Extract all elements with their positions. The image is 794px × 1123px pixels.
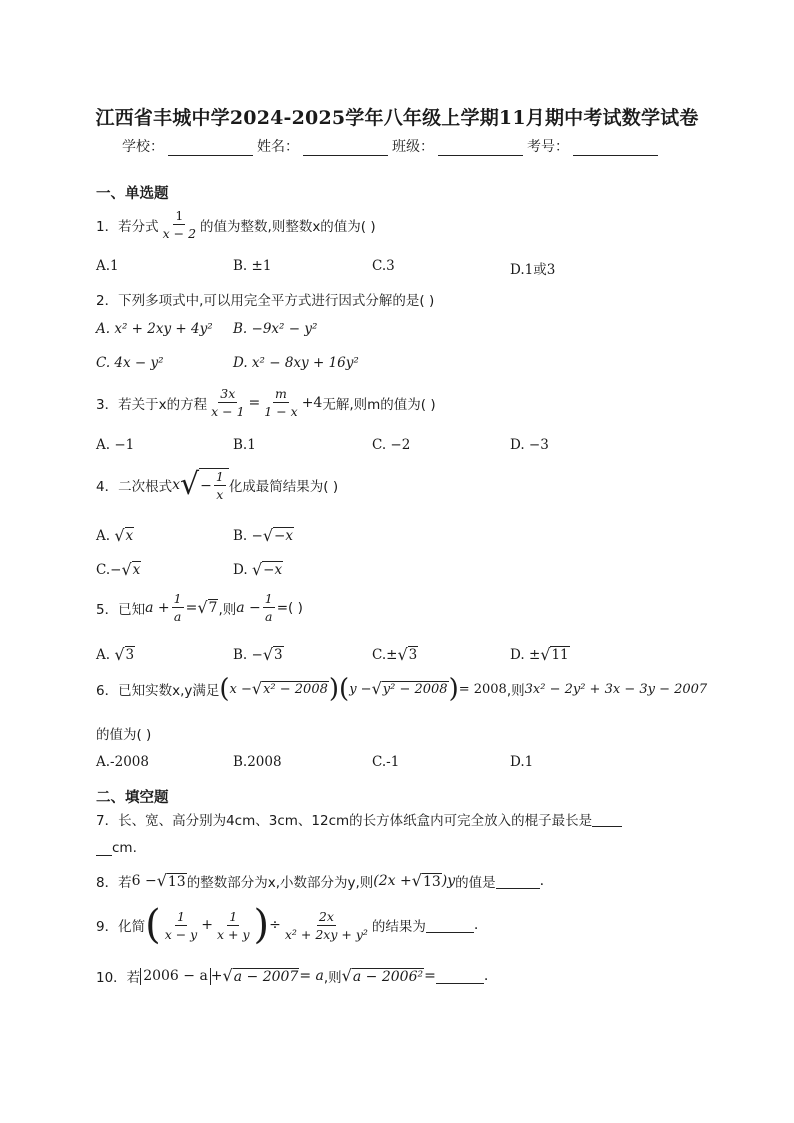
- q7-answer-blank[interactable]: [592, 812, 622, 827]
- student-info-row: [122, 136, 662, 156]
- question-7-line2: [96, 840, 137, 856]
- q9-f2-num: 1: [229, 908, 238, 924]
- q4-fraction: [214, 469, 226, 502]
- q10-sqrt-2: [342, 968, 424, 985]
- q1-text-post: 的值为整数,则整数x的值为( ): [200, 218, 376, 235]
- q3-equals: =: [248, 394, 261, 411]
- q4-option-b[interactable]: [233, 527, 294, 544]
- q3-fraction-1: [209, 386, 246, 419]
- q5-c-label: C.: [372, 646, 387, 663]
- q5-sqrt-arg: 7: [208, 600, 218, 616]
- q4-b-sign: −: [251, 527, 263, 544]
- q10-text-pre: 10．若: [96, 970, 141, 986]
- q3-text-post: 无解,则m的值为( ): [322, 396, 436, 413]
- q6-paren-open-1: (: [219, 674, 230, 704]
- q6-paren-close-1: ): [328, 674, 340, 704]
- q5-fraction-2: [263, 591, 275, 624]
- q4-sqrt: [180, 468, 229, 502]
- q10-equals-a: = a: [299, 968, 324, 984]
- q3-text-pre: 3．若关于x的方程: [96, 396, 208, 413]
- q1-option-a[interactable]: A.1: [96, 258, 119, 274]
- q6-sqrt-2: [372, 681, 449, 698]
- q5-a-minus: a −: [236, 599, 261, 616]
- q4-d-label: D.: [233, 561, 248, 578]
- q7-text-line1: 7．长、宽、高分别为4cm、3cm、12cm的长方体纸盒内可完全放入的棍子最长是: [96, 813, 593, 829]
- sqrt-icon: √: [540, 644, 551, 664]
- question-10: [96, 966, 488, 986]
- q10-equals: =: [424, 968, 436, 984]
- school-blank[interactable]: [168, 139, 253, 156]
- q5-b-sign: −: [251, 646, 263, 663]
- q5-d-arg: 11: [551, 647, 569, 663]
- q10-absolute-value: 2006 − a: [140, 968, 211, 985]
- q4-c-sqrt: [121, 561, 141, 578]
- q8-sqrt-2: [412, 873, 442, 890]
- q3-plus-four: +4: [301, 394, 323, 411]
- q5-a-arg: 3: [125, 647, 135, 663]
- q5-a-plus: a +: [145, 599, 170, 616]
- q10-period: .: [483, 968, 489, 984]
- q4-c-label: C.: [96, 561, 111, 578]
- q6-p1-x: x −: [229, 681, 252, 697]
- q4-d-arg: −x: [263, 562, 283, 578]
- q10-sqrt-1: [223, 968, 300, 985]
- q5-option-c[interactable]: [372, 646, 418, 663]
- q6-paren-close-2: ): [448, 674, 459, 704]
- sqrt-icon: √: [222, 966, 233, 985]
- question-4: [96, 468, 338, 502]
- q6-paren-open-2: (: [339, 674, 350, 704]
- q9-paren-close: ): [253, 902, 270, 948]
- q5-f1-den: a: [173, 609, 182, 624]
- q6-sqrt-1-arg: x² − 2008: [263, 681, 328, 697]
- q6-sqrt-2-arg: y² − 2008: [382, 681, 448, 697]
- question-7: [96, 809, 622, 829]
- question-3: [96, 386, 436, 419]
- q4-neg: −: [200, 477, 212, 494]
- exam-title: 江西省丰城中学2024-2025学年八年级上学期11月期中考试数学试卷: [95, 107, 699, 129]
- q5-sqrt: [197, 599, 218, 616]
- sqrt-icon: √: [251, 679, 263, 698]
- q9-f3-den: x² + 2xy + y²: [284, 926, 368, 942]
- q8-sqrt-1: [157, 873, 187, 890]
- q8-text-post: 的值是: [455, 875, 496, 891]
- q9-period: .: [473, 917, 479, 933]
- q2-option-c[interactable]: C. 4x − y²: [96, 355, 164, 371]
- sqrt-icon: √: [251, 559, 263, 579]
- q3-option-a[interactable]: A. −1: [96, 437, 135, 453]
- q5-d-label: D.: [510, 646, 525, 663]
- q5-option-a[interactable]: [96, 646, 135, 663]
- q4-d-sqrt: [252, 561, 283, 578]
- sqrt-icon: √: [262, 644, 274, 664]
- q1-frac-den: x − 2: [162, 226, 197, 241]
- q10-plus: +: [210, 968, 223, 984]
- q9-fraction-2: [215, 909, 252, 942]
- q4-sqrt-arg: [199, 468, 229, 502]
- q6-sqrt-1: [252, 681, 329, 698]
- sqrt-icon: √: [121, 559, 132, 579]
- q5-text-mid: ,则: [218, 601, 237, 618]
- q4-x: x: [172, 477, 180, 493]
- q4-text-post: 化成最简结果为( ): [228, 479, 339, 495]
- question-1: [96, 208, 376, 241]
- q9-fraction-1: [163, 909, 200, 942]
- q6-text-line2: 的值为( ): [96, 727, 152, 743]
- q4-option-a[interactable]: [96, 527, 134, 544]
- sqrt-icon: √: [262, 525, 274, 545]
- q3-f1-den: x − 1: [211, 404, 245, 419]
- q4-c-sign: −: [110, 561, 122, 578]
- q5-d-sign: ±: [528, 646, 541, 663]
- question-6-line2: [96, 723, 151, 743]
- name-blank[interactable]: [303, 139, 388, 156]
- q4-c-arg: x: [132, 562, 141, 578]
- q6-option-b[interactable]: B.2008: [233, 754, 282, 770]
- q9-divide: ÷: [269, 917, 281, 933]
- q9-answer-blank[interactable]: [426, 918, 474, 933]
- q4-b-sqrt: [263, 527, 294, 544]
- sqrt-icon: √: [411, 871, 422, 890]
- q4-frac-num: 1: [215, 469, 224, 484]
- sqrt-icon: √: [156, 871, 167, 890]
- q2-option-d[interactable]: D. x² − 8xy + 16y²: [233, 355, 359, 371]
- q8-text-mid: 的整数部分为x,小数部分为y,则: [186, 875, 374, 891]
- q1-option-d[interactable]: D.1或3: [510, 262, 556, 278]
- number-label: 考号：: [527, 139, 569, 155]
- q5-f2-den: a: [265, 609, 273, 624]
- q3-f2-num: m: [275, 386, 287, 401]
- number-blank[interactable]: [573, 139, 658, 156]
- q6-option-d[interactable]: D.1: [510, 754, 534, 770]
- q9-paren-open: (: [145, 902, 161, 948]
- q3-option-c[interactable]: C. −2: [372, 437, 411, 453]
- q5-c-arg: 3: [408, 647, 418, 663]
- q5-c-sign: ±: [386, 646, 398, 663]
- q10-text-mid: ,则: [323, 970, 342, 986]
- question-5: [96, 591, 303, 624]
- q6-option-a[interactable]: A.-2008: [96, 754, 149, 770]
- q5-option-b[interactable]: [233, 646, 284, 663]
- sqrt-icon: √: [180, 467, 200, 502]
- q8-expr-close: )y: [441, 873, 456, 889]
- q5-d-sqrt: [540, 646, 569, 663]
- q4-option-c[interactable]: [96, 561, 141, 578]
- q2-option-b[interactable]: B. −9x² − y²: [233, 321, 318, 337]
- q8-sqrt-2-arg: 13: [422, 873, 441, 890]
- name-label: 姓名：: [257, 139, 299, 155]
- q5-equals: =: [185, 599, 198, 616]
- q10-sqrt-1-arg: a − 2007: [233, 968, 299, 985]
- q1-fraction: [161, 208, 198, 241]
- q8-period: .: [539, 873, 545, 889]
- q1-text-pre: 1．若分式: [96, 218, 159, 235]
- q8-text-pre: 8．若: [96, 875, 132, 891]
- q9-plus: +: [201, 917, 213, 933]
- q5-f1-num: 1: [173, 591, 182, 606]
- q5-c-sqrt: [397, 646, 418, 663]
- q3-option-d[interactable]: D. −3: [510, 437, 549, 453]
- q6-option-c[interactable]: C.-1: [372, 754, 400, 770]
- q3-f2-den: 1 − x: [264, 404, 298, 419]
- q6-text-pre: 6．已知实数x,y满足: [96, 683, 220, 699]
- q5-text-post: =( ): [276, 599, 303, 616]
- q10-answer-blank[interactable]: [436, 969, 484, 984]
- q6-text-mid: ,则: [506, 683, 525, 699]
- q8-six-minus: 6 −: [131, 873, 157, 889]
- q3-option-b[interactable]: B.1: [233, 437, 256, 453]
- q9-f2-den: x + y: [216, 926, 250, 942]
- q6-expression: 3x² − 2y² + 3x − 3y − 2007: [524, 681, 708, 697]
- q4-a-arg: x: [125, 528, 134, 544]
- question-6: [96, 676, 707, 702]
- sqrt-icon: √: [341, 966, 352, 985]
- q1-option-b[interactable]: B. ±1: [233, 258, 272, 274]
- q5-fraction-1: [172, 591, 184, 624]
- q5-f2-num: 1: [264, 591, 273, 606]
- q8-answer-blank[interactable]: [496, 874, 540, 889]
- section-fill-blank: 二、填空题: [96, 790, 169, 806]
- q9-text-pre: 9．化简: [96, 919, 146, 935]
- q10-sqrt-2-arg: a − 2006²: [352, 968, 424, 985]
- q2-option-a[interactable]: A. x² + 2xy + 4y²: [96, 321, 213, 337]
- q3-f1-num: 3x: [220, 386, 236, 401]
- section-single-choice: 一、单选题: [96, 186, 169, 202]
- q5-text-pre: 5．已知: [96, 601, 146, 618]
- q8-expr-open: (2x +: [373, 873, 412, 889]
- q1-frac-num: 1: [175, 208, 184, 223]
- q4-a-label: A.: [96, 527, 111, 544]
- q5-a-label: A.: [96, 646, 111, 663]
- q4-option-d[interactable]: [233, 561, 283, 578]
- school-label: 学校：: [122, 139, 164, 155]
- sqrt-icon: √: [397, 644, 408, 664]
- question-8: [96, 871, 544, 891]
- question-9: [96, 902, 479, 948]
- q6-equals: = 2008: [458, 681, 507, 697]
- q7-text-line2: cm.: [112, 840, 137, 856]
- q4-b-label: B.: [233, 527, 248, 544]
- q8-sqrt-1-arg: 13: [167, 873, 186, 890]
- q1-option-c[interactable]: C.3: [372, 258, 395, 274]
- sqrt-icon: √: [114, 525, 125, 545]
- q5-b-sqrt: [263, 646, 284, 663]
- q6-p2-y: y −: [349, 681, 372, 697]
- q5-b-arg: 3: [274, 647, 283, 663]
- q5-option-d[interactable]: [510, 646, 570, 663]
- q2-text: 2．下列多项式中,可以用完全平方式进行因式分解的是( ): [96, 293, 435, 309]
- q9-f3-num: 2x: [318, 908, 334, 924]
- sqrt-icon: √: [197, 597, 208, 617]
- sqrt-icon: √: [114, 644, 125, 664]
- q9-fraction-3: [283, 909, 370, 942]
- q9-f1-den: x − y: [164, 926, 198, 942]
- q9-text-post: 的结果为: [371, 919, 426, 935]
- q9-f1-num: 1: [177, 908, 185, 924]
- q4-b-arg: −x: [274, 528, 293, 544]
- q4-a-sqrt: [114, 527, 134, 544]
- question-2: [96, 289, 434, 309]
- q5-b-label: B.: [233, 646, 248, 663]
- q4-text-pre: 4．二次根式: [96, 479, 173, 495]
- q4-frac-den: x: [216, 487, 224, 502]
- class-label: 班级：: [392, 139, 434, 155]
- q5-a-sqrt: [114, 646, 135, 663]
- q7-answer-blank-cont[interactable]: [96, 841, 112, 856]
- class-blank[interactable]: [438, 139, 523, 156]
- sqrt-icon: √: [371, 679, 382, 698]
- q3-fraction-2: [262, 386, 299, 419]
